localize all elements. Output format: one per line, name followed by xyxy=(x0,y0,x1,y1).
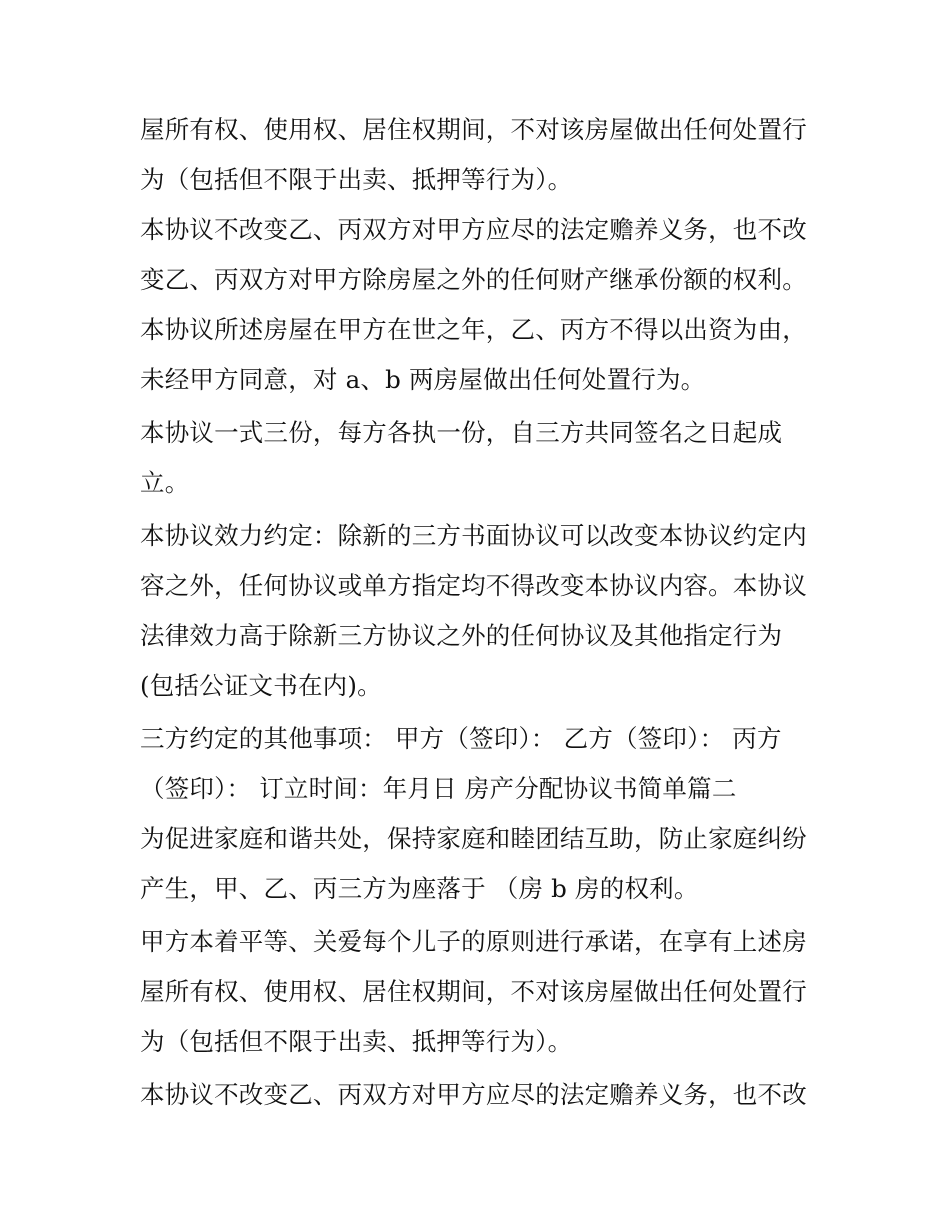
text-line: 屋所有权、使用权、居住权期间，不对该房屋做出任何处置行 xyxy=(140,115,807,144)
text-line: 为（包括但不限于出卖、抵押等行为）。 xyxy=(140,1027,573,1056)
text-line: 产生，甲、乙、丙三方为座落于 （房 b 房的权利。 xyxy=(140,874,699,903)
text-line: 三方约定的其他事项： 甲方（签印）： 乙方（签印）： 丙方 xyxy=(140,724,782,753)
text-line: 变乙、丙双方对甲方除房屋之外的任何财产继承份额的权利。 xyxy=(140,265,807,294)
text-line: 本协议不改变乙、丙双方对甲方应尽的法定赡养义务，也不改 xyxy=(140,1080,807,1109)
text-line: (包括公证文书在内)。 xyxy=(140,671,382,700)
text-line: 未经甲方同意，对 a、b 两房屋做出任何处置行为。 xyxy=(140,365,706,394)
text-line: 容之外，任何协议或单方指定均不得改变本协议内容。本协议 xyxy=(140,571,807,600)
text-line: 为（包括但不限于出卖、抵押等行为）。 xyxy=(140,165,573,194)
text-line: 本协议效力约定：除新的三方书面协议可以改变本协议约定内 xyxy=(140,521,807,550)
text-line: 甲方本着平等、关爱每个儿子的原则进行承诺，在享有上述房 xyxy=(140,927,807,956)
text-line: 屋所有权、使用权、居住权期间，不对该房屋做出任何处置行 xyxy=(140,977,807,1006)
text-line: 法律效力高于除新三方协议之外的任何协议及其他指定行为 xyxy=(140,621,783,650)
text-line: 本协议一式三份，每方各执一份，自三方共同签名之日起成 xyxy=(140,418,783,447)
text-line: 为促进家庭和谐共处，保持家庭和睦团结互助，防止家庭纠纷 xyxy=(140,824,807,853)
text-line: 本协议所述房屋在甲方在世之年，乙、丙方不得以出资为由， xyxy=(140,315,807,344)
text-line: 本协议不改变乙、丙双方对甲方应尽的法定赡养义务，也不改 xyxy=(140,215,807,244)
text-line: （签印）： 订立时间：年月日 房产分配协议书简单篇二 xyxy=(140,774,737,803)
text-line: 立。 xyxy=(140,468,190,497)
